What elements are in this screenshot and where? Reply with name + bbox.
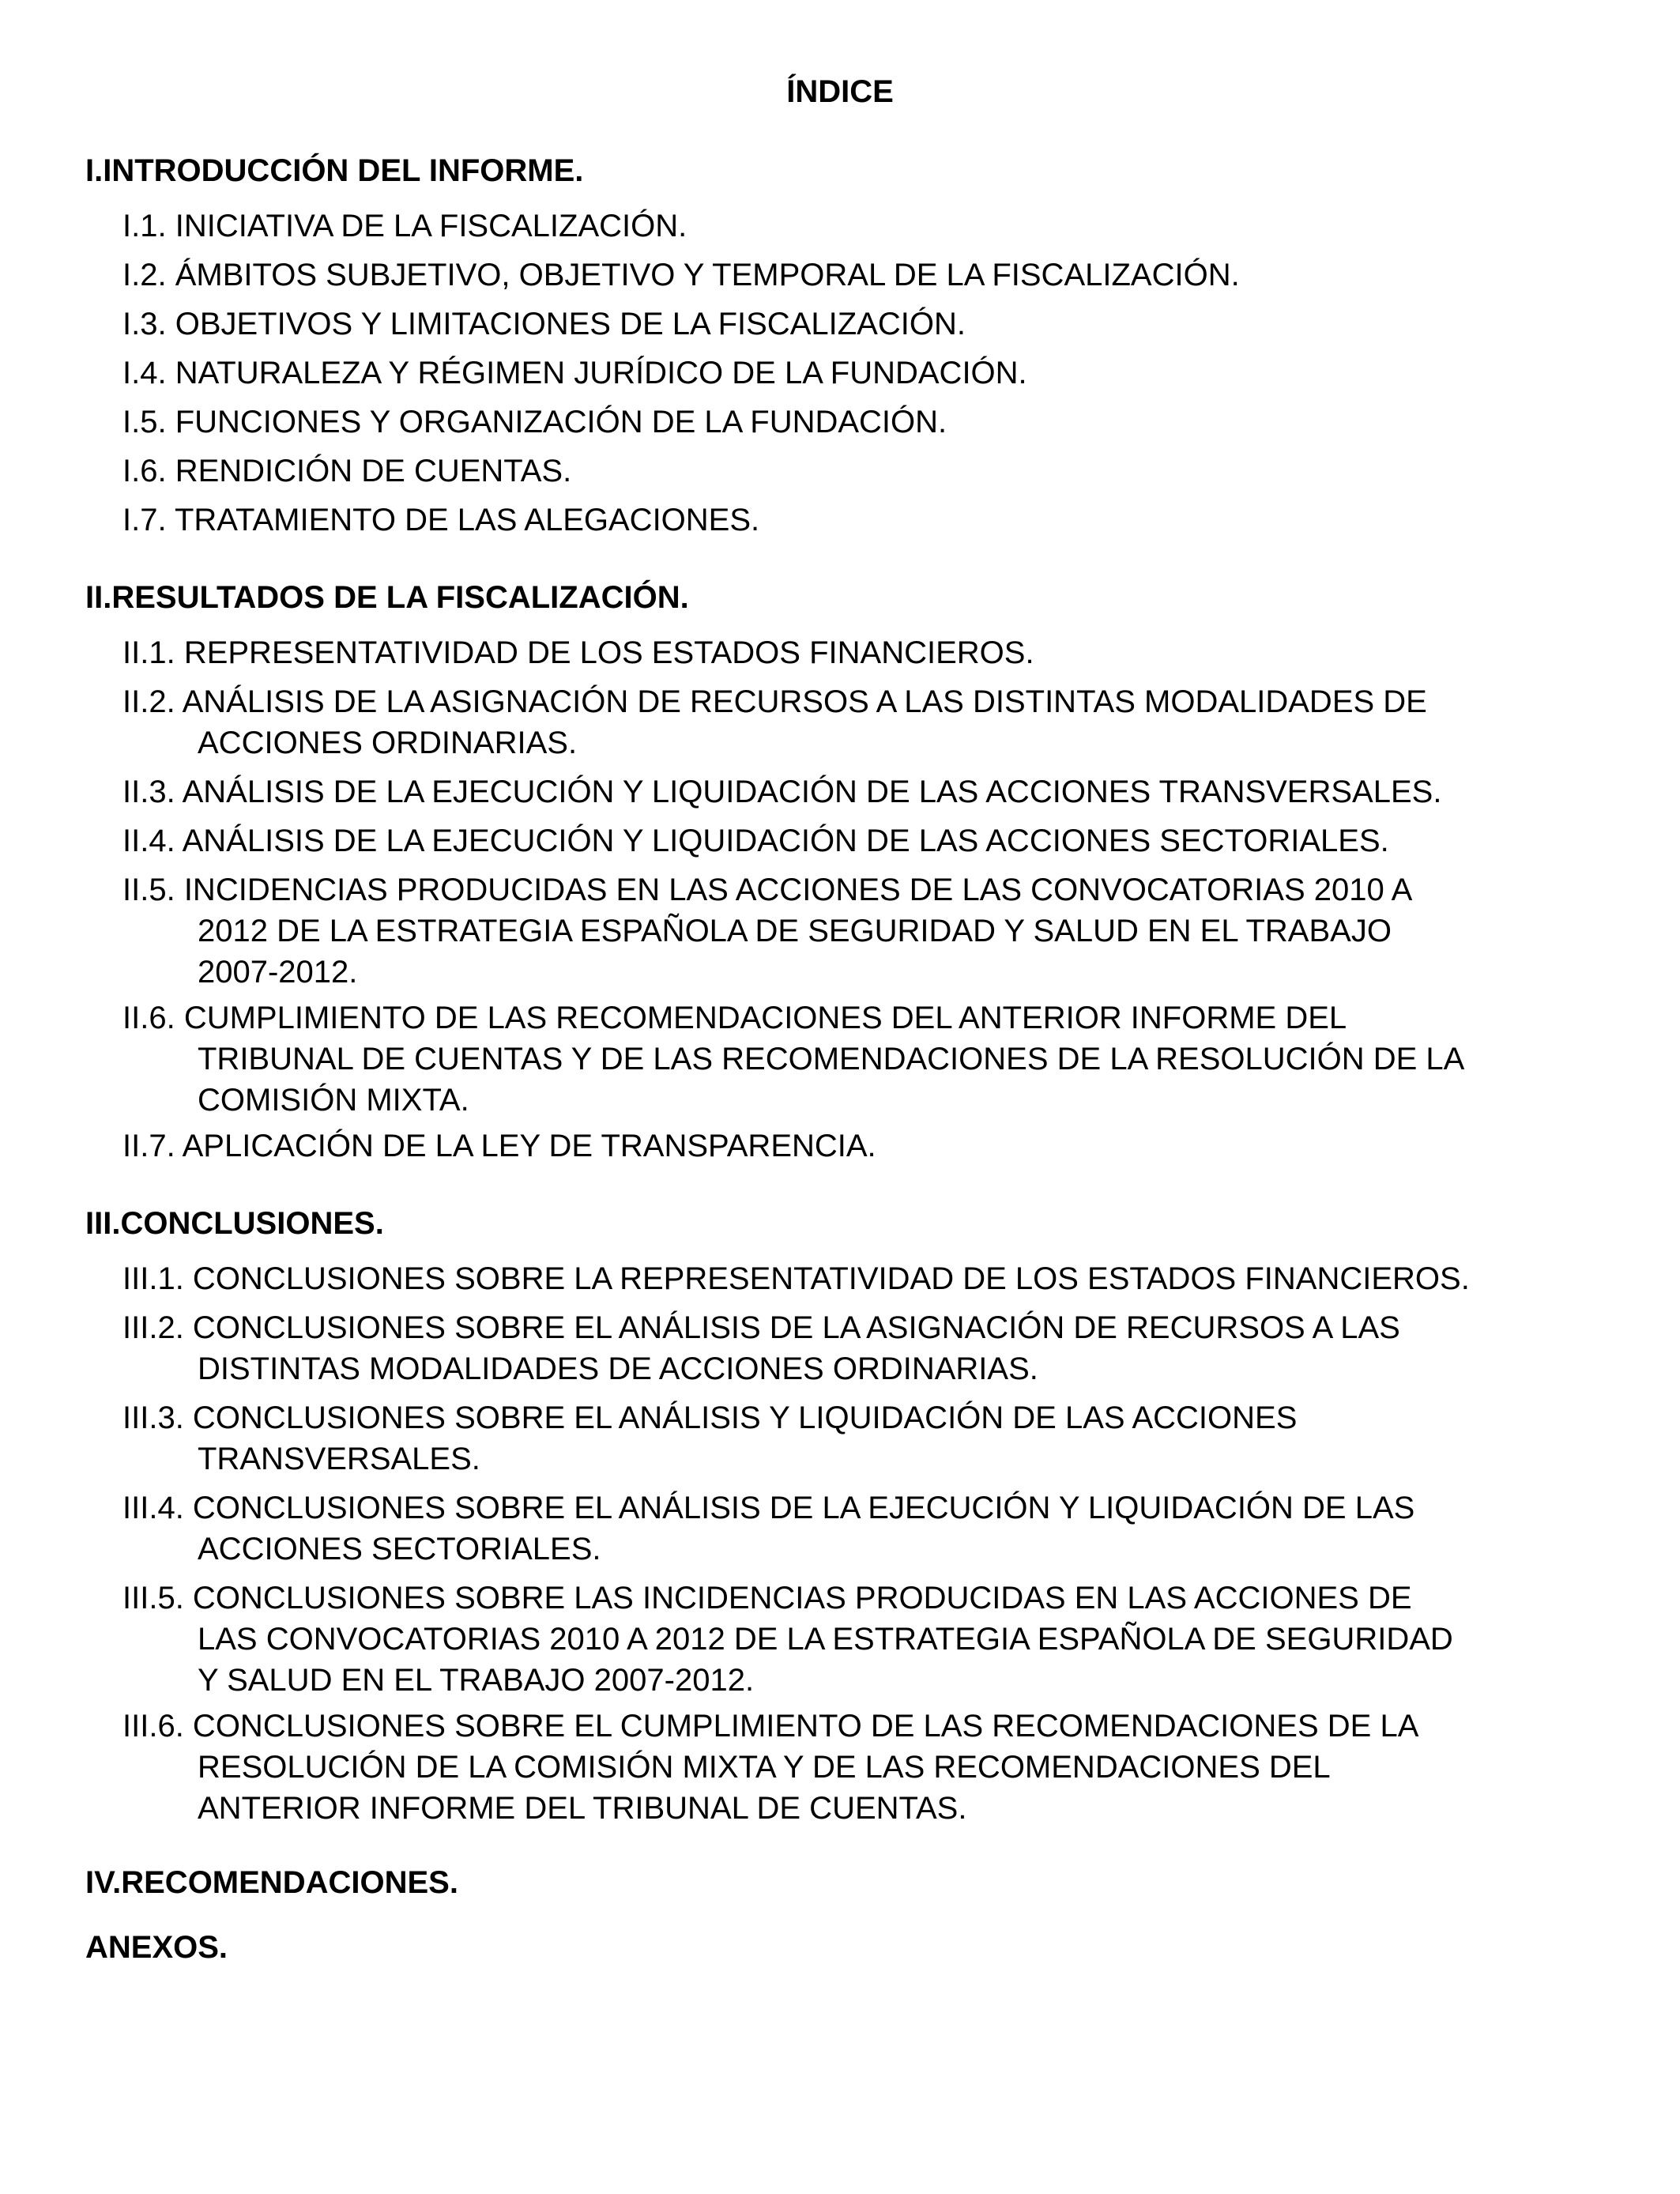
toc-entry: [122, 254, 1624, 296]
toc-entry: [122, 997, 1624, 1121]
section-heading-introduccion: I.INTRODUCCIÓN DEL INFORME.: [85, 153, 584, 188]
toc-entry: [122, 499, 1624, 541]
toc-entry: [122, 1578, 1624, 1701]
toc-entry-line: I.1. INICIATIVA DE LA FISCALIZACIÓN.: [122, 209, 687, 243]
toc-entry-line: I.6. RENDICIÓN DE CUENTAS.: [122, 454, 572, 488]
toc-entry-line: TRANSVERSALES.: [198, 1442, 480, 1476]
toc-entry-line: III.1. CONCLUSIONES SOBRE LA REPRESENTATIVIDAD DE LOS ESTADOS FINANCIEROS.: [122, 1261, 1470, 1296]
toc-entry: [122, 1125, 1624, 1167]
section-heading-resultados: II.RESULTADOS DE LA FISCALIZACIÓN.: [85, 580, 689, 615]
toc-entry-line: COMISIÓN MIXTA.: [198, 1083, 469, 1118]
toc-entry-line: I.2. ÁMBITOS SUBJETIVO, OBJETIVO Y TEMPORAL DE LA FISCALIZACIÓN.: [122, 258, 1240, 292]
toc-entry: [122, 632, 1624, 673]
section-heading-anexos: ANEXOS.: [85, 1930, 228, 1965]
toc-entry-line: I.5. FUNCIONES Y ORGANIZACIÓN DE LA FUNDACIÓN.: [122, 405, 947, 439]
section-heading-conclusiones: III.CONCLUSIONES.: [85, 1206, 384, 1241]
toc-entry-line: TRIBUNAL DE CUENTAS Y DE LAS RECOMENDACIONES DE LA RESOLUCIÓN DE LA: [198, 1042, 1465, 1076]
toc-entry-line: I.3. OBJETIVOS Y LIMITACIONES DE LA FISCALIZACIÓN.: [122, 307, 966, 341]
toc-entry: [122, 205, 1624, 247]
toc-entry: [122, 1397, 1624, 1480]
toc-entry-line: II.1. REPRESENTATIVIDAD DE LOS ESTADOS FINANCIEROS.: [122, 635, 1034, 670]
toc-entry-line: 2007-2012.: [198, 955, 358, 990]
toc-entry-line: I.7. TRATAMIENTO DE LAS ALEGACIONES.: [122, 503, 760, 537]
toc-entry-line: II.6. CUMPLIMIENTO DE LAS RECOMENDACIONES DEL ANTERIOR INFORME DEL: [122, 1001, 1347, 1035]
toc-entry-line: II.3. ANÁLISIS DE LA EJECUCIÓN Y LIQUIDACIÓN DE LAS ACCIONES TRANSVERSALES.: [122, 775, 1442, 809]
toc-entry-line: II.2. ANÁLISIS DE LA ASIGNACIÓN DE RECURSOS A LAS DISTINTAS MODALIDADES DE: [122, 684, 1427, 719]
toc-entry-line: II.4. ANÁLISIS DE LA EJECUCIÓN Y LIQUIDACIÓN DE LAS ACCIONES SECTORIALES.: [122, 824, 1389, 858]
toc-entry: [122, 1706, 1624, 1829]
toc-entry: [122, 820, 1624, 861]
toc-entry-line: III.4. CONCLUSIONES SOBRE EL ANÁLISIS DE LA EJECUCIÓN Y LIQUIDACIÓN DE LAS: [122, 1491, 1415, 1525]
toc-entry: [122, 1258, 1624, 1299]
toc-entry-line: LAS CONVOCATORIAS 2010 A 2012 DE LA ESTRATEGIA ESPAÑOLA DE SEGURIDAD: [198, 1622, 1453, 1657]
toc-entry-line: RESOLUCIÓN DE LA COMISIÓN MIXTA Y DE LAS RECOMENDACIONES DEL: [198, 1750, 1331, 1785]
toc-entry: [122, 1487, 1624, 1570]
toc-entry: [122, 401, 1624, 443]
toc-entry-line: DISTINTAS MODALIDADES DE ACCIONES ORDINARIAS.: [198, 1351, 1038, 1386]
toc-entry-line: II.5. INCIDENCIAS PRODUCIDAS EN LAS ACCIONES DE LAS CONVOCATORIAS 2010 A: [122, 873, 1413, 907]
toc-entry-line: II.7. APLICACIÓN DE LA LEY DE TRANSPARENCIA.: [122, 1129, 876, 1163]
toc-entry-line: III.2. CONCLUSIONES SOBRE EL ANÁLISIS DE LA ASIGNACIÓN DE RECURSOS A LAS: [122, 1310, 1400, 1345]
index-title: ÍNDICE: [786, 74, 894, 109]
toc-entry: [122, 681, 1624, 763]
toc-entry: [122, 869, 1624, 993]
toc-entry: [122, 352, 1624, 394]
toc-entry-line: ACCIONES ORDINARIAS.: [198, 726, 578, 760]
toc-entry-line: III.6. CONCLUSIONES SOBRE EL CUMPLIMIENTO DE LAS RECOMENDACIONES DE LA: [122, 1709, 1419, 1744]
toc-entry-line: ACCIONES SECTORIALES.: [198, 1532, 601, 1566]
toc-entry: [122, 303, 1624, 345]
section-heading-recomendaciones: IV.RECOMENDACIONES.: [85, 1865, 458, 1900]
toc-entry: [122, 1307, 1624, 1389]
toc-entry: [122, 450, 1624, 492]
toc-entry-line: Y SALUD EN EL TRABAJO 2007-2012.: [198, 1663, 755, 1698]
toc-entry-line: ANTERIOR INFORME DEL TRIBUNAL DE CUENTAS.: [198, 1791, 967, 1826]
toc-entry-line: III.5. CONCLUSIONES SOBRE LAS INCIDENCIAS PRODUCIDAS EN LAS ACCIONES DE: [122, 1581, 1412, 1615]
toc-entry-line: 2012 DE LA ESTRATEGIA ESPAÑOLA DE SEGURIDAD Y SALUD EN EL TRABAJO: [198, 914, 1392, 948]
toc-entry-line: I.4. NATURALEZA Y RÉGIMEN JURÍDICO DE LA FUNDACIÓN.: [122, 356, 1027, 390]
toc-entry: [122, 771, 1624, 812]
toc-entry-line: III.3. CONCLUSIONES SOBRE EL ANÁLISIS Y LIQUIDACIÓN DE LAS ACCIONES: [122, 1400, 1298, 1435]
